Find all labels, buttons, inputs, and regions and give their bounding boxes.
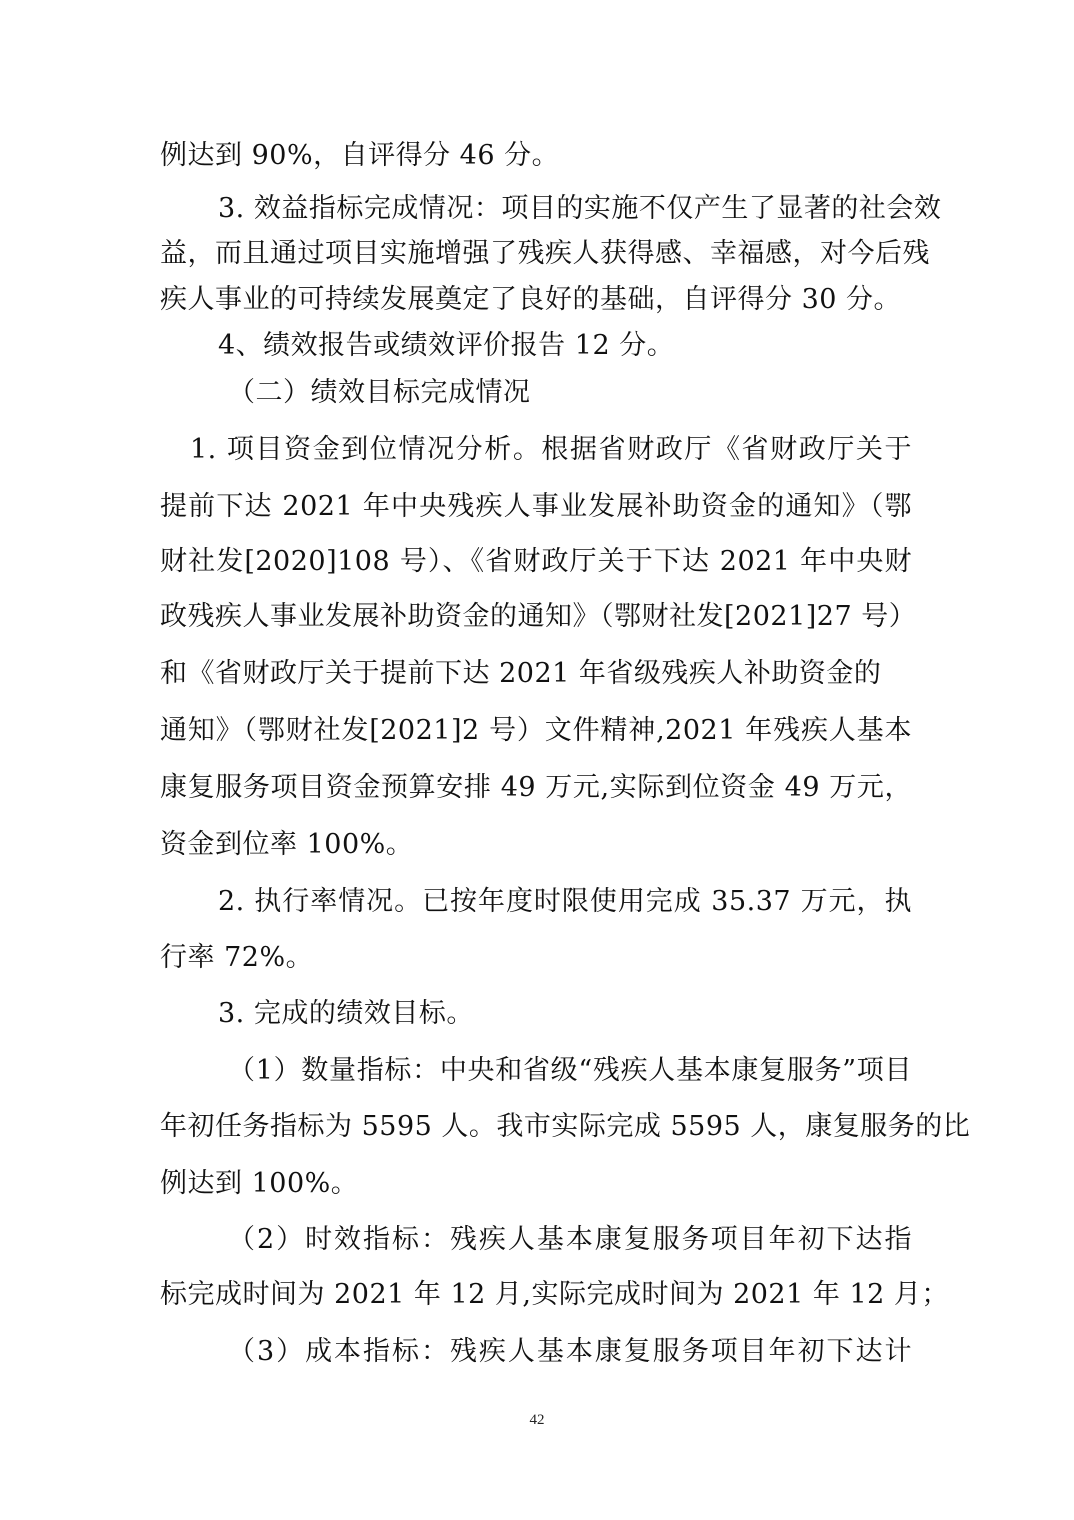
text-line: 政残疾人事业发展补助资金的通知》（鄂财社发[2021]27 号） xyxy=(160,601,917,632)
text-line: 益，而且通过项目实施增强了残疾人获得感、幸福感，对今后残 xyxy=(160,238,930,269)
text-line: 3. 完成的绩效目标。 xyxy=(218,998,474,1029)
text-line: 3. 效益指标完成情况：项目的实施不仅产生了显著的社会效 xyxy=(218,193,942,224)
text-line: 疾人事业的可持续发展奠定了良好的基础，自评得分 30 分。 xyxy=(160,284,902,315)
text-line: （3）成本指标：残疾人基本康复服务项目年初下达计 xyxy=(228,1336,912,1367)
text-line: 4、绩效报告或绩效评价报告 12 分。 xyxy=(218,330,675,361)
text-line: 财社发[2020]108 号）、《省财政厅关于下达 2021 年中央财 xyxy=(160,546,912,577)
page-number: 42 xyxy=(529,1412,545,1428)
text-line: 1. 项目资金到位情况分析。根据省财政厅《省财政厅关于 xyxy=(190,434,912,465)
text-line: 资金到位率 100%。 xyxy=(160,829,414,860)
text-line: 行率 72%。 xyxy=(160,942,314,973)
text-line: 提前下达 2021 年中央残疾人事业发展补助资金的通知》（鄂 xyxy=(160,491,912,522)
text-line: （2）时效指标：残疾人基本康复服务项目年初下达指 xyxy=(228,1224,912,1255)
text-line: 康复服务项目资金预算安排 49 万元,实际到位资金 49 万元， xyxy=(160,772,912,803)
section-heading: （二）绩效目标完成情况 xyxy=(228,377,531,408)
text-line: 例达到 90%，自评得分 46 分。 xyxy=(160,140,560,171)
text-line: 年初任务指标为 5595 人。我市实际完成 5595 人，康复服务的比 xyxy=(160,1111,971,1142)
text-line: 标完成时间为 2021 年 12 月,实际完成时间为 2021 年 12 月； xyxy=(160,1279,949,1310)
text-line: 例达到 100%。 xyxy=(160,1168,359,1199)
text-line: （1）数量指标：中央和省级“残疾人基本康复服务”项目 xyxy=(228,1055,912,1086)
text-line: 2. 执行率情况。已按年度时限使用完成 35.37 万元，执 xyxy=(218,886,912,917)
text-line: 通知》（鄂财社发[2021]2 号）文件精神,2021 年残疾人基本 xyxy=(160,715,912,746)
text-line: 和《省财政厅关于提前下达 2021 年省级残疾人补助资金的 xyxy=(160,658,882,689)
